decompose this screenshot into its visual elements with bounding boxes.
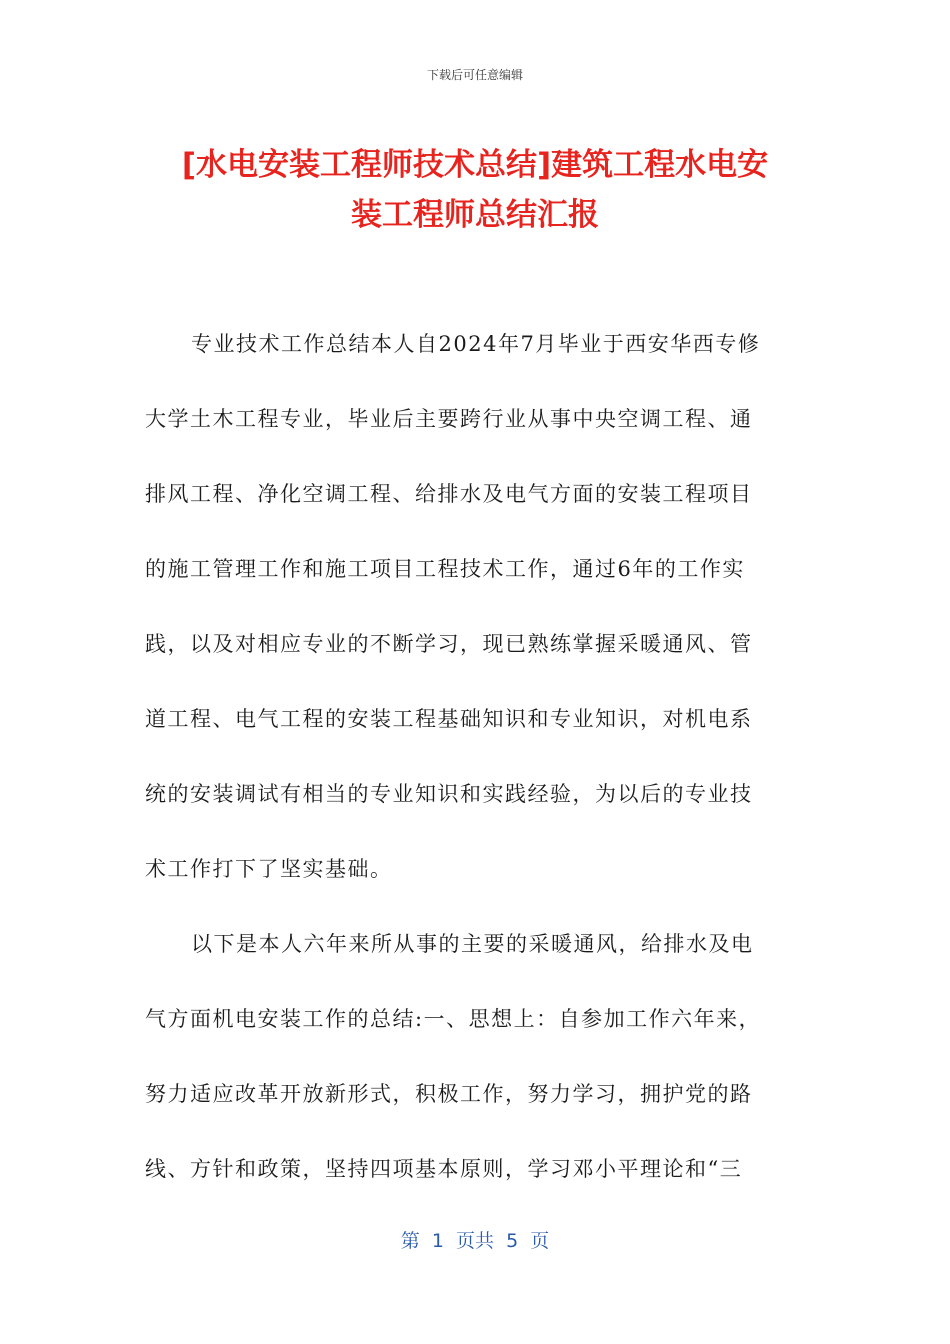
- paragraph-line: 的施工管理工作和施工项目工程技术工作，通过6年的工作实: [145, 557, 745, 581]
- paragraph-line: 努力适应改革开放新形式，积极工作，努力学习，拥护党的路: [145, 1082, 753, 1106]
- paragraph-2: [145, 916, 805, 1216]
- paragraph-line: 线、方针和政策，坚持四项基本原则，学习邓小平理论和“三: [145, 1157, 743, 1181]
- paragraph-line: 践，以及对相应专业的不断学习，现已熟练掌握采暖通风、管: [145, 632, 753, 656]
- document-title-line-1: [水电安装工程师技术总结]建筑工程水电安: [181, 147, 769, 183]
- paragraph-line: 气方面机电安装工作的总结:一、思想上：自参加工作六年来，: [145, 1007, 762, 1031]
- paragraph-line: 大学土木工程专业，毕业后主要跨行业从事中央空调工程、通: [145, 407, 753, 431]
- paragraph-1: [145, 316, 805, 916]
- paragraph-line: 道工程、电气工程的安装工程基础知识和专业知识，对机电系: [145, 707, 753, 731]
- page-number-footer: 第 1 页共 5 页: [400, 1230, 550, 1252]
- paragraph-line: 术工作打下了坚实基础。: [145, 857, 393, 881]
- paragraph-line: 以下是本人六年来所从事的主要的采暖通风，给排水及电: [191, 932, 754, 956]
- document-title-line-2: 装工程师总结汇报: [351, 197, 599, 233]
- paragraph-line: 排风工程、净化空调工程、给排水及电气方面的安装工程项目: [145, 482, 753, 506]
- paragraph-line: 专业技术工作总结本人自2024年7月毕业于西安华西专修: [191, 332, 761, 356]
- document-title: [120, 140, 830, 240]
- header-note: 下载后可任意编辑: [426, 68, 523, 82]
- paragraph-line: 统的安装调试有相当的专业知识和实践经验，为以后的专业技: [145, 782, 753, 806]
- document-body: [145, 316, 805, 1216]
